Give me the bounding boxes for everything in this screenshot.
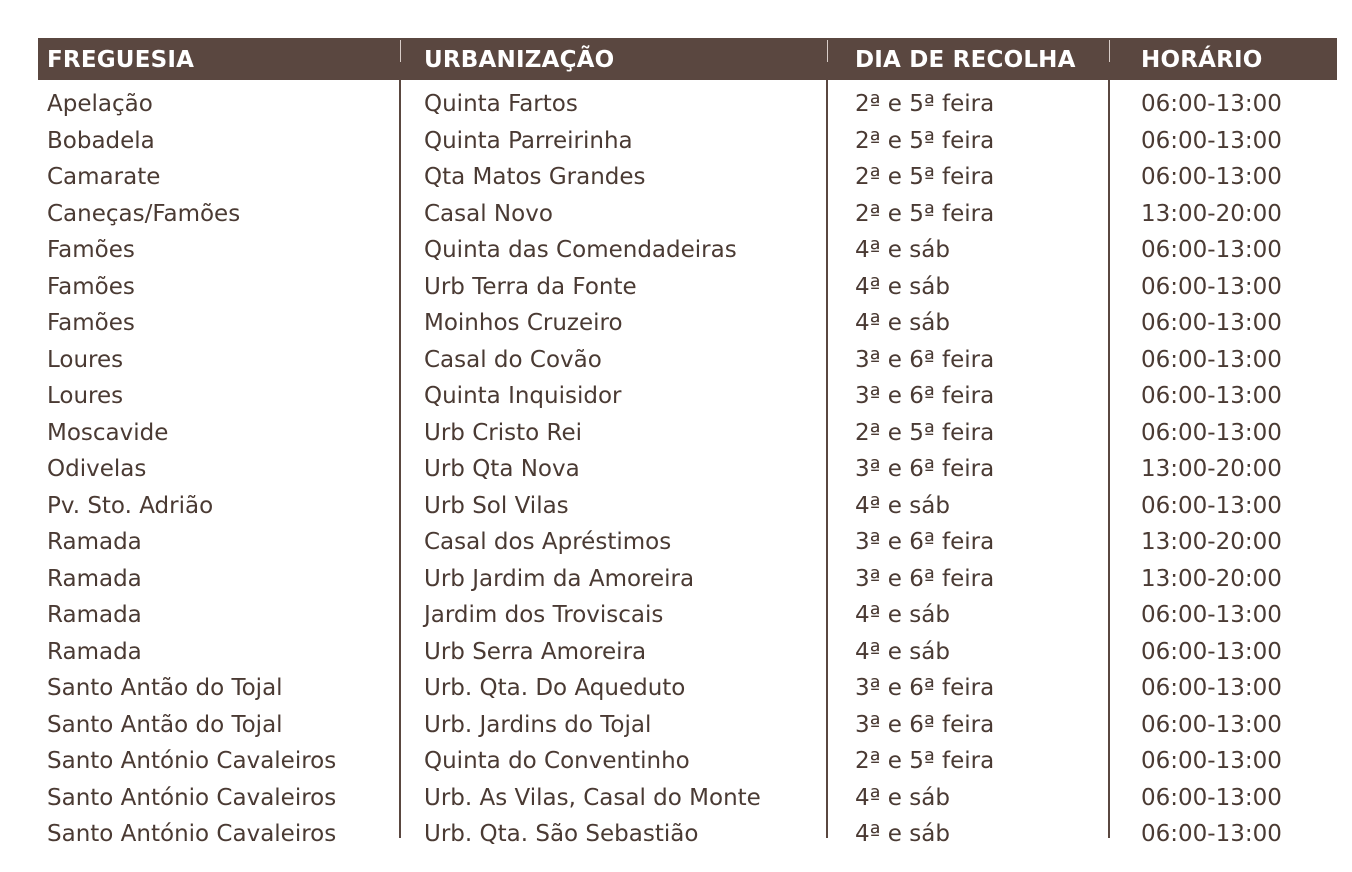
cell-freguesia: Ramada xyxy=(47,638,142,665)
cell-urbanizacao: Quinta do Conventinho xyxy=(424,748,690,774)
cell-urbanizacao: Casal Novo xyxy=(424,200,553,227)
cell-dia-de-recolha: 4ª e sáb xyxy=(855,602,950,628)
cell-freguesia: Loures xyxy=(47,383,124,409)
table-row xyxy=(38,707,1337,744)
cell-dia-de-recolha: 3ª e 6ª feira xyxy=(855,711,995,738)
cell-urbanizacao: Urb. As Vilas, Casal do Monte xyxy=(424,784,761,811)
cell-horario: 06:00-13:00 xyxy=(1141,127,1282,154)
cell-freguesia: Famões xyxy=(47,237,135,263)
cell-freguesia: Odivelas xyxy=(47,456,147,482)
cell-dia-de-recolha: 3ª e 6ª feira xyxy=(855,456,995,482)
cell-dia-de-recolha: 2ª e 5ª feira xyxy=(855,127,995,154)
cell-horario: 13:00-20:00 xyxy=(1141,565,1282,592)
table-row xyxy=(38,670,1337,707)
cell-urbanizacao: Urb. Qta. Do Aqueduto xyxy=(424,675,686,701)
cell-urbanizacao: Qta Matos Grandes xyxy=(424,164,646,190)
cell-urbanizacao: Urb. Qta. São Sebastião xyxy=(424,821,699,847)
cell-dia-de-recolha: 4ª e sáb xyxy=(855,638,950,665)
cell-horario: 06:00-13:00 xyxy=(1141,346,1282,373)
cell-urbanizacao: Jardim dos Troviscais xyxy=(424,602,664,628)
table-row xyxy=(38,597,1337,634)
cell-urbanizacao: Quinta Inquisidor xyxy=(424,383,622,409)
cell-horario: 06:00-13:00 xyxy=(1141,91,1282,117)
table-row xyxy=(38,378,1337,415)
collection-schedule-table xyxy=(38,38,1337,853)
cell-urbanizacao: Urb Terra da Fonte xyxy=(424,273,637,300)
cell-freguesia: Ramada xyxy=(47,565,142,592)
table-row xyxy=(38,780,1337,817)
table-row xyxy=(38,123,1337,160)
table-row xyxy=(38,196,1337,233)
cell-freguesia: Caneças/Famões xyxy=(47,200,241,227)
cell-freguesia: Loures xyxy=(47,346,124,373)
cell-freguesia: Santo Antão do Tojal xyxy=(47,711,283,738)
cell-horario: 13:00-20:00 xyxy=(1141,200,1282,227)
table-row xyxy=(38,159,1337,196)
table-row xyxy=(38,269,1337,306)
table-row xyxy=(38,561,1337,598)
cell-horario: 06:00-13:00 xyxy=(1141,711,1282,738)
cell-urbanizacao: Moinhos Cruzeiro xyxy=(424,310,623,336)
cell-urbanizacao: Casal do Covão xyxy=(424,346,602,373)
cell-horario: 06:00-13:00 xyxy=(1141,784,1282,811)
cell-freguesia: Pv. Sto. Adrião xyxy=(47,492,214,519)
cell-freguesia: Famões xyxy=(47,273,135,300)
cell-horario: 06:00-13:00 xyxy=(1141,237,1282,263)
cell-dia-de-recolha: 4ª e sáb xyxy=(855,237,950,263)
cell-urbanizacao: Quinta Fartos xyxy=(424,91,578,117)
cell-horario: 13:00-20:00 xyxy=(1141,456,1282,482)
cell-dia-de-recolha: 3ª e 6ª feira xyxy=(855,346,995,373)
cell-horario: 06:00-13:00 xyxy=(1141,383,1282,409)
cell-urbanizacao: Urb Qta Nova xyxy=(424,456,580,482)
table-row xyxy=(38,816,1337,853)
cell-freguesia: Bobadela xyxy=(47,127,155,154)
table-row xyxy=(38,634,1337,671)
table-body xyxy=(38,86,1337,853)
cell-dia-de-recolha: 2ª e 5ª feira xyxy=(855,200,995,227)
header-dia-de-recolha: DIA DE RECOLHA xyxy=(855,47,1076,73)
cell-dia-de-recolha: 4ª e sáb xyxy=(855,821,950,847)
table-row xyxy=(38,342,1337,379)
header-horario: HORÁRIO xyxy=(1141,47,1263,73)
table-row xyxy=(38,232,1337,269)
table-row xyxy=(38,415,1337,452)
header-freguesia: FREGUESIA xyxy=(47,47,195,73)
table-row xyxy=(38,451,1337,488)
cell-dia-de-recolha: 2ª e 5ª feira xyxy=(855,748,995,774)
cell-freguesia: Ramada xyxy=(47,529,142,555)
cell-dia-de-recolha: 3ª e 6ª feira xyxy=(855,529,995,555)
cell-dia-de-recolha: 4ª e sáb xyxy=(855,273,950,300)
cell-horario: 06:00-13:00 xyxy=(1141,273,1282,300)
cell-horario: 06:00-13:00 xyxy=(1141,492,1282,519)
cell-freguesia: Santo António Cavaleiros xyxy=(47,821,337,847)
table-header xyxy=(38,38,1337,80)
cell-freguesia: Ramada xyxy=(47,602,142,628)
cell-urbanizacao: Urb Jardim da Amoreira xyxy=(424,565,695,592)
cell-horario: 06:00-13:00 xyxy=(1141,419,1282,446)
cell-dia-de-recolha: 2ª e 5ª feira xyxy=(855,164,995,190)
cell-horario: 06:00-13:00 xyxy=(1141,638,1282,665)
table-row xyxy=(38,524,1337,561)
column-divider xyxy=(1108,62,1110,838)
cell-horario: 06:00-13:00 xyxy=(1141,602,1282,628)
header-urbanizacao: URBANIZAÇÃO xyxy=(424,47,615,73)
cell-urbanizacao: Urb Serra Amoreira xyxy=(424,638,647,665)
cell-urbanizacao: Quinta Parreirinha xyxy=(424,127,633,154)
cell-horario: 06:00-13:00 xyxy=(1141,164,1282,190)
cell-freguesia: Camarate xyxy=(47,164,161,190)
cell-dia-de-recolha: 3ª e 6ª feira xyxy=(855,675,995,701)
cell-dia-de-recolha: 4ª e sáb xyxy=(855,492,950,519)
cell-horario: 06:00-13:00 xyxy=(1141,748,1282,774)
table-row xyxy=(38,743,1337,780)
cell-freguesia: Santo António Cavaleiros xyxy=(47,784,337,811)
cell-dia-de-recolha: 2ª e 5ª feira xyxy=(855,91,995,117)
table-row xyxy=(38,488,1337,525)
column-divider xyxy=(826,62,828,838)
cell-urbanizacao: Urb Cristo Rei xyxy=(424,419,582,446)
table-row xyxy=(38,305,1337,342)
cell-dia-de-recolha: 3ª e 6ª feira xyxy=(855,383,995,409)
cell-urbanizacao: Urb Sol Vilas xyxy=(424,492,569,519)
cell-freguesia: Moscavide xyxy=(47,419,169,446)
column-divider xyxy=(399,62,401,838)
cell-horario: 13:00-20:00 xyxy=(1141,529,1282,555)
cell-urbanizacao: Quinta das Comendadeiras xyxy=(424,237,737,263)
cell-dia-de-recolha: 4ª e sáb xyxy=(855,784,950,811)
cell-freguesia: Apelação xyxy=(47,91,153,117)
table-row xyxy=(38,86,1337,123)
cell-dia-de-recolha: 3ª e 6ª feira xyxy=(855,565,995,592)
cell-freguesia: Santo António Cavaleiros xyxy=(47,748,337,774)
cell-urbanizacao: Urb. Jardins do Tojal xyxy=(424,711,652,738)
cell-dia-de-recolha: 4ª e sáb xyxy=(855,310,950,336)
cell-horario: 06:00-13:00 xyxy=(1141,675,1282,701)
cell-horario: 06:00-13:00 xyxy=(1141,821,1282,847)
cell-dia-de-recolha: 2ª e 5ª feira xyxy=(855,419,995,446)
cell-freguesia: Santo Antão do Tojal xyxy=(47,675,283,701)
cell-horario: 06:00-13:00 xyxy=(1141,310,1282,336)
cell-freguesia: Famões xyxy=(47,310,135,336)
cell-urbanizacao: Casal dos Apréstimos xyxy=(424,529,672,555)
